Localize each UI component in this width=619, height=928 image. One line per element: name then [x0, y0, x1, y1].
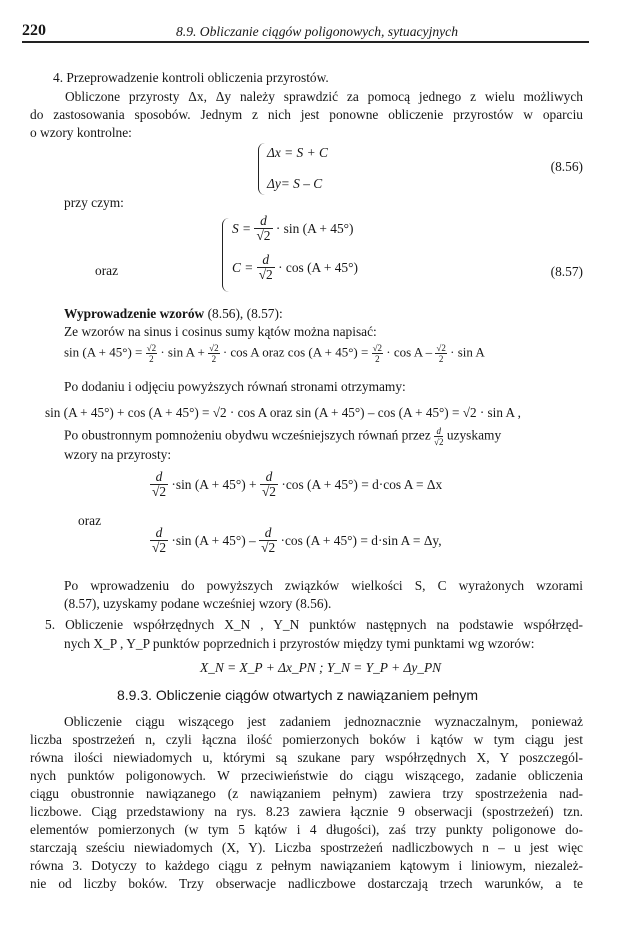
- sum-formula-part: · sin A +: [160, 344, 205, 360]
- eq-857-C: [232, 253, 358, 282]
- section-line: ciągu obustronnie nawiązanego (z nawiązaniem pełnym) zawiera trzy spostrzeżenia nad-: [30, 786, 583, 801]
- d-over-sqrt2: [434, 426, 443, 447]
- item5-formula: X_N = X_P + Δx_PN ; Y_N = Y_P + Δy_PN: [200, 660, 442, 675]
- section-line: równa 3. Dotyczy to każdego ciągu z pełnym nawiązaniem kątowym i liniowym, niezależ-: [30, 858, 583, 873]
- eq-dx-end: ·cos (A + 45°) = d·cos A = Δx: [281, 477, 443, 492]
- half-sqrt2-num: √2: [436, 343, 446, 353]
- section-line: elementów pomierzonych (w tym 5 kątów i 4 długości), zaś trzy punkty poligonowe do-: [30, 822, 583, 837]
- section-line: liczba spostrzeżeń n, czyli łączna ilość pomierzonych boków i kątów w tym ciągu jest: [30, 732, 583, 747]
- przy-czym-label: przy czym:: [64, 195, 124, 210]
- item4-para-line: Obliczone przyrosty Δx, Δy należy sprawdzić za pomocą jednego z wielu możliwych: [65, 89, 583, 104]
- frac-den: √2: [261, 540, 276, 555]
- eq-dx-mid: ·sin (A + 45°) +: [171, 477, 257, 492]
- derivation-heading: [64, 305, 283, 322]
- item5-line1: 5. Obliczenie współrzędnych X_N , Y_N punktów następnych na podstawie współrzęd-: [45, 617, 583, 632]
- section-heading: 8.9.3. Obliczenie ciągów otwartych z nawiązaniem pełnym: [117, 687, 479, 703]
- frac-num: d: [260, 213, 267, 228]
- item4-para-line: o wzory kontrolne:: [30, 125, 132, 140]
- frac-d-sqrt2: [260, 470, 278, 499]
- item4-para-line: do zastosowania sposobów. Jednym z nich jest ponowne obliczenie przyrostów w oparciu: [30, 107, 583, 122]
- frac-num: d: [155, 525, 163, 540]
- half-sqrt2: [435, 343, 446, 364]
- frac-den: √2: [258, 267, 273, 282]
- frac-num: d: [155, 469, 163, 484]
- eq-857-S: [232, 214, 353, 243]
- frac-num: d: [264, 525, 272, 540]
- sum-formula-part: sin (A + 45°) =: [64, 344, 143, 360]
- eq-856-line2: Δy= S – C: [267, 176, 323, 191]
- eq-dy-mid: ·sin (A + 45°) –: [171, 533, 256, 548]
- section-line: nie od liczby boków. Trzy obserwacje nadliczbowe dostarczają trzech warunków, a te: [30, 876, 583, 891]
- derivation-line2: Po dodaniu i odjęciu powyższych równań stronami otrzymamy:: [64, 379, 406, 394]
- frac-num: d: [265, 469, 273, 484]
- frac-den: √2: [152, 484, 167, 499]
- page-number: 220: [22, 22, 46, 39]
- eq-857-S-lhs: S =: [232, 221, 252, 236]
- half-sqrt2: [146, 343, 157, 364]
- half-sqrt2-den: 2: [149, 354, 154, 364]
- item4-title: 4. Przeprowadzenie kontroli obliczenia przyrostów.: [53, 70, 329, 85]
- derivation-heading-bold: Wyprowadzenie wzorów: [64, 306, 205, 321]
- derivation-line1: Ze wzorów na sinus i cosinus sumy kątów można napisać:: [64, 324, 377, 339]
- running-head: 8.9. Obliczanie ciągów poligonowych, sytuacyjnych: [176, 24, 459, 39]
- frac-den: √2: [256, 228, 271, 243]
- derivation-line4: [64, 426, 501, 447]
- section-line: nych punktów poligonowych. W przeciwieństwie do ciągu wiszącego, zadanie obliczenia: [30, 768, 583, 783]
- sum-formula-part: · cos A oraz cos (A + 45°) =: [222, 344, 369, 360]
- derivation-line4-a: Po obustronnym pomnożeniu obydwu wcześniejszych równań przez: [64, 427, 431, 443]
- oraz-label-2: oraz: [78, 513, 102, 528]
- derivation-heading-rest: (8.56), (8.57):: [204, 306, 283, 321]
- sum-formula-part: · sin A: [450, 344, 485, 360]
- derivation-line5: wzory na przyrosty:: [64, 447, 172, 462]
- d-over-sqrt2-num: d: [434, 426, 443, 437]
- half-sqrt2-num: √2: [209, 343, 219, 353]
- eq-857-S-rhs: · sin (A + 45°): [275, 221, 354, 236]
- closing-line: Po wprowadzeniu do powyższych związków wielkości S, C wyrażonych wzorami: [64, 578, 583, 593]
- section-line: Obliczenie ciągu wiszącego jest zadaniem jednoznacznie wyznaczalnym, ponieważ: [64, 714, 583, 729]
- section-line: liczbowe. Ciąg przedstawiony na rys. 8.23 zawiera łącznie 9 obserwacji (spostrzeżeń) tzn.: [30, 804, 583, 819]
- eq-857-S-frac: [254, 214, 272, 243]
- half-sqrt2-den: 2: [438, 354, 444, 364]
- eq-856-brace: [258, 143, 266, 195]
- half-sqrt2-num: √2: [146, 343, 157, 353]
- item5-line2: nych X_P , Y_P punktów poprzednich i przyrostów między tymi punktami wg wzorów:: [64, 636, 535, 651]
- derivation-line4-b: uzyskamy: [446, 427, 502, 443]
- d-over-sqrt2-den: √2: [434, 437, 444, 447]
- section-line: równa ilości niewiadomych u, którymi są szukane pary współrzędnych X, Y poszczegól-: [30, 750, 583, 765]
- eq-857-C-lhs: C =: [232, 260, 254, 275]
- section-line: starczają sześciu niewiadomych (X, Y). Liczba spostrzeżeń nadliczbowych n – u jest więc: [30, 840, 583, 855]
- eq-856-line1: Δx = S + C: [267, 145, 328, 160]
- oraz-label: oraz: [95, 263, 119, 278]
- half-sqrt2-num: √2: [372, 343, 383, 353]
- eq-dy: [150, 526, 442, 555]
- frac-den: √2: [152, 540, 167, 555]
- eq-857-brace: [222, 218, 231, 292]
- frac-den: √2: [261, 484, 276, 499]
- eq-dy-end: ·cos (A + 45°) = d·sin A = Δy,: [280, 533, 442, 548]
- sum-formula-part: · cos A –: [386, 344, 433, 360]
- half-sqrt2-den: 2: [375, 354, 380, 364]
- frac-num: d: [262, 252, 270, 267]
- half-sqrt2: [372, 343, 383, 364]
- closing-line: (8.57), uzyskamy podane wcześniej wzory (8.56).: [64, 596, 332, 611]
- frac-d-sqrt2: [150, 526, 168, 555]
- eq-857-number: (8.57): [550, 264, 583, 279]
- eq-857-C-frac: [257, 253, 275, 282]
- eq-856-number: (8.56): [550, 159, 583, 174]
- eq-dx: [150, 470, 442, 499]
- frac-d-sqrt2: [150, 470, 168, 499]
- derivation-line3: sin (A + 45°) + cos (A + 45°) = √2 · cos A oraz sin (A + 45°) – cos (A + 45°) = √2 · sin A ,: [45, 405, 521, 420]
- sum-formula: [64, 343, 485, 364]
- header-rule: [22, 41, 589, 43]
- half-sqrt2: [208, 343, 219, 364]
- eq-857-C-rhs: · cos (A + 45°): [278, 260, 358, 275]
- half-sqrt2-den: 2: [211, 354, 217, 364]
- frac-d-sqrt2: [259, 526, 277, 555]
